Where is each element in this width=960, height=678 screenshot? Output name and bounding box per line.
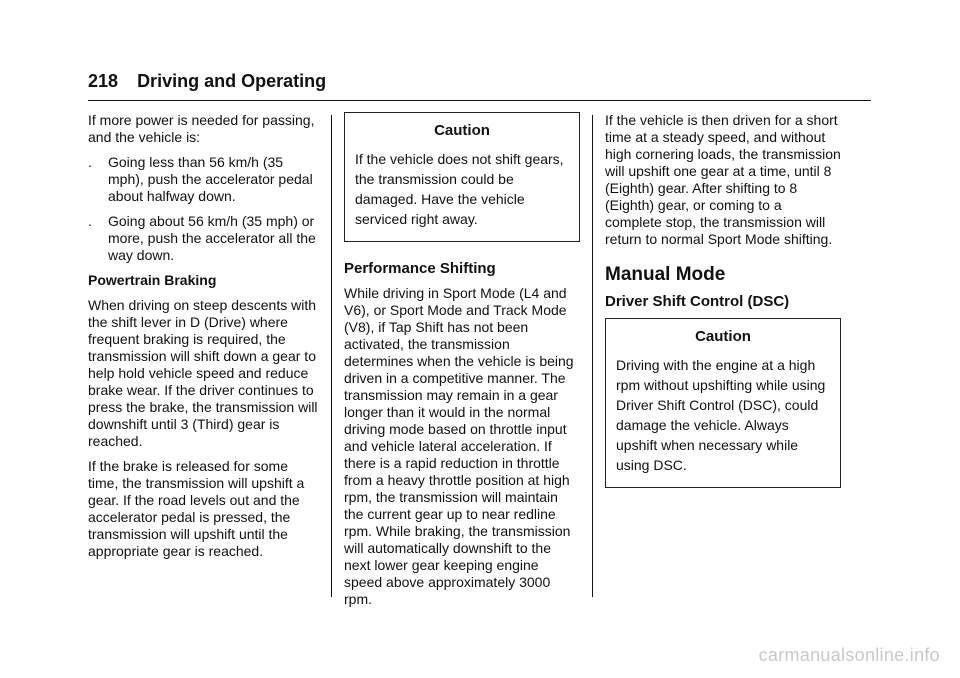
- caution-text: If the vehicle does not shift gears, the transmission could be damaged. Have the vehicle serviced right away.: [355, 151, 564, 227]
- bullet-text: Going about 56 km/h (35 mph) or more, push the accelerator all the way down.: [108, 213, 316, 263]
- bullet-text: Going less than 56 km/h (35 mph), push the accelerator pedal about halfway down.: [108, 154, 313, 204]
- section-title: Driving and Operating: [137, 71, 327, 91]
- heading-manual-mode: Manual Mode: [605, 264, 726, 285]
- caution-title: Caution: [695, 328, 751, 345]
- caution-title: Caution: [434, 122, 490, 139]
- column-1: [88, 112, 318, 568]
- watermark-text: carmanualsonline.info: [758, 645, 940, 665]
- heading-dsc: Driver Shift Control (DSC): [605, 293, 790, 310]
- column-divider: [592, 115, 593, 597]
- page-header: [88, 71, 326, 92]
- caution-text: Driving with the engine at a high rpm without upshifting while using Driver Shift Control (DSC), could damage the vehicle. Always upshift when necessary while using DSC.: [616, 357, 826, 473]
- column-2: [344, 112, 580, 616]
- header-rule: [88, 100, 871, 101]
- caution-box: [344, 112, 580, 242]
- bullet-item: [88, 213, 318, 264]
- heading-performance-shifting: Performance Shifting: [344, 260, 496, 277]
- column-3: [605, 112, 841, 488]
- bullet-marker: .: [88, 213, 92, 229]
- column-divider: [331, 115, 332, 597]
- caution-box: [605, 318, 841, 488]
- body-paragraph: If the brake is released for some time, the transmission will upshift a gear. If the road levels out and the accelerator pedal is pressed, the transmission will upshift until the appropriate gear is reached.: [88, 458, 305, 559]
- body-paragraph: If the vehicle is then driven for a short time at a steady speed, and without high cornering loads, the transmission will upshift one gear at a time, until 8 (Eighth) gear. After shifting to 8 (Eighth) gear, or coming to a complete stop, the transmission will return to normal Sport Mode shifting.: [605, 112, 841, 247]
- bullet-marker: .: [88, 154, 92, 170]
- intro-paragraph: If more power is needed for passing, and the vehicle is:: [88, 112, 315, 145]
- subheading-powertrain-braking: Powertrain Braking: [88, 272, 217, 288]
- page-number: 218: [88, 71, 119, 91]
- body-paragraph: While driving in Sport Mode (L4 and V6), or Sport Mode and Track Mode (V8), if Tap Shift has not been activated, the transmission determines when the vehicle is being driven in a competitive manner. The transmission may remain in a gear longer than it would in the normal driving mode based on throttle input and vehicle lateral acceleration. If there is a rapid reduction in throttle from a heavy throttle position at high rpm, the transmission will maintain the current gear up to near redline rpm. While braking, the transmission will automatically downshift to the next lower gear keeping engine speed above approximately 3000 rpm.: [344, 285, 574, 607]
- body-paragraph: When driving on steep descents with the shift lever in D (Drive) where frequent braking is required, the transmission will shift down a gear to help hold vehicle speed and reduce brake wear. If the driver continues to press the brake, the transmission will downshift until 3 (Third) gear is reached.: [88, 297, 318, 449]
- bullet-item: [88, 154, 318, 205]
